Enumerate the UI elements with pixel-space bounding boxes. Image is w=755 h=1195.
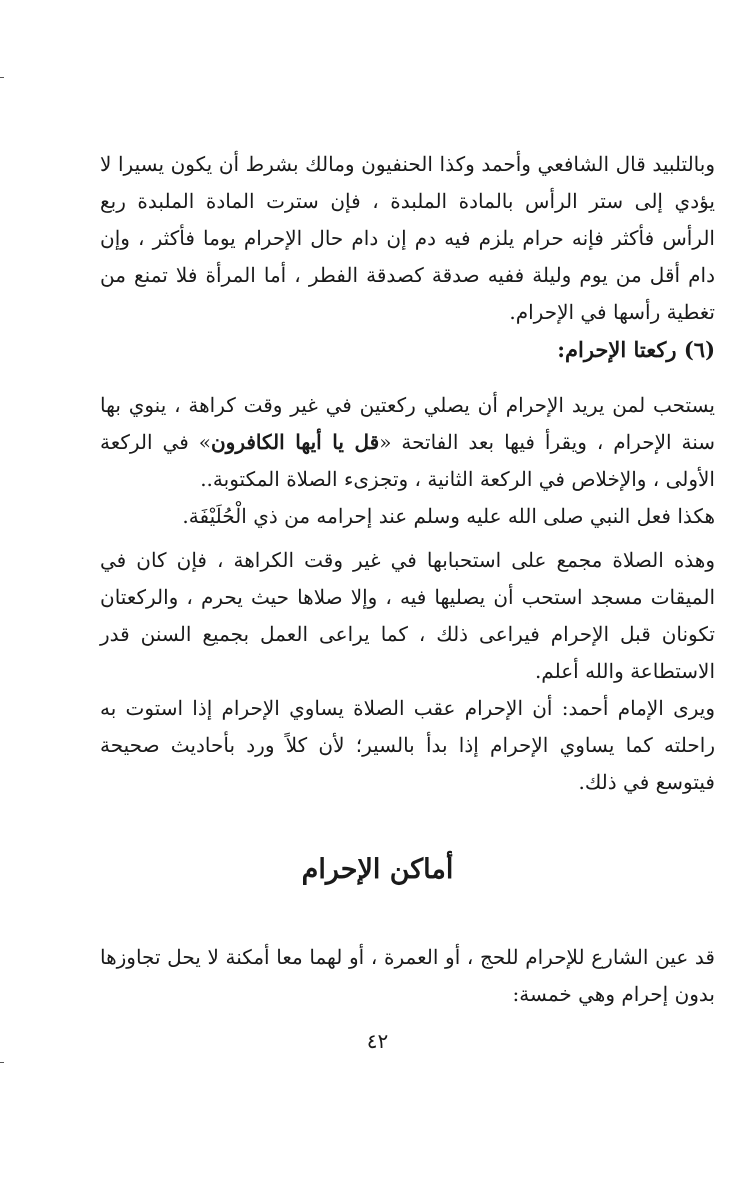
paragraph-text: قد عين الشارع للإحرام للحج ، أو العمرة ، أو لهما معا أمكنة لا يحل تجاوزها بدون إحرام وهي خمسة: [100,945,715,1006]
paragraph-rakahs [100,387,715,498]
paragraph-text: هكذا فعل النبي صلى الله عليه وسلم عند إحرامه من ذي الْحُلَيْفَة. [182,504,715,528]
paragraph-text-part: يستحب لمن يريد الإحرام أن يصلي ركعتين في غير وقت كراهة ، ينوي بها سنة الإحرام ، ويقرأ فيها بعد الفاتحة « [100,393,716,454]
scan-edge-mark-top [0,77,4,78]
paragraph-talbeed [100,146,715,331]
scan-edge-mark-bottom [0,1062,4,1063]
paragraph-text: وهذه الصلاة مجمع على استحبابها في غير وقت الكراهة ، فإن كان في الميقات مسجد استحب أن يصليها فيه ، وإلا صلاها حيث يحرم ، والركعتان تكونان قبل الإحرام فيراعى ذلك ، كما يراعى العمل بجميع السنن قدر الاستطاعة والله أعلم. [100,548,715,683]
paragraph-text [100,387,715,498]
paragraph-text-part: » في الركعة الأولى ، والإخلاص في الركعة الثانية ، وتجزىء الصلاة المكتوبة.. [100,430,715,491]
section-title: أماكن الإحرام [301,854,454,885]
paragraph-places [100,939,715,1013]
subheading-two-rakahs: (٦) ركعتا الإحرام: [557,337,715,362]
paragraph-consensus [100,542,715,690]
surah-name: قل يا أيها الكافرون [210,430,380,454]
page-number: ٤٢ [366,1029,389,1053]
paragraph-text: ويرى الإمام أحمد: أن الإحرام عقب الصلاة يساوي الإحرام إذا استوت به راحلته كما يساوي الإحرام إذا بدأ بالسير؛ لأن كلاً ورد بأحاديث صحيحة فيتوسع في ذلك. [100,696,715,794]
paragraph-text: وبالتلبيد قال الشافعي وأحمد وكذا الحنفيون ومالك بشرط أن يكون يسيرا لا يؤدي إلى ستر الرأس بالمادة الملبدة ، فإن سترت المادة الملبدة ربع الرأس فأكثر فإنه حرام يلزم فيه دم إن دام حال الإحرام يوما فأكثر ، وإن دام أقل من يوم وليلة ففيه صدقة كصدقة الفطر ، أما المرأة فلا تمنع من تغطية رأسها في الإحرام. [100,152,715,324]
paragraph-prophet [100,498,715,535]
paragraph-imam-ahmad [100,690,715,801]
